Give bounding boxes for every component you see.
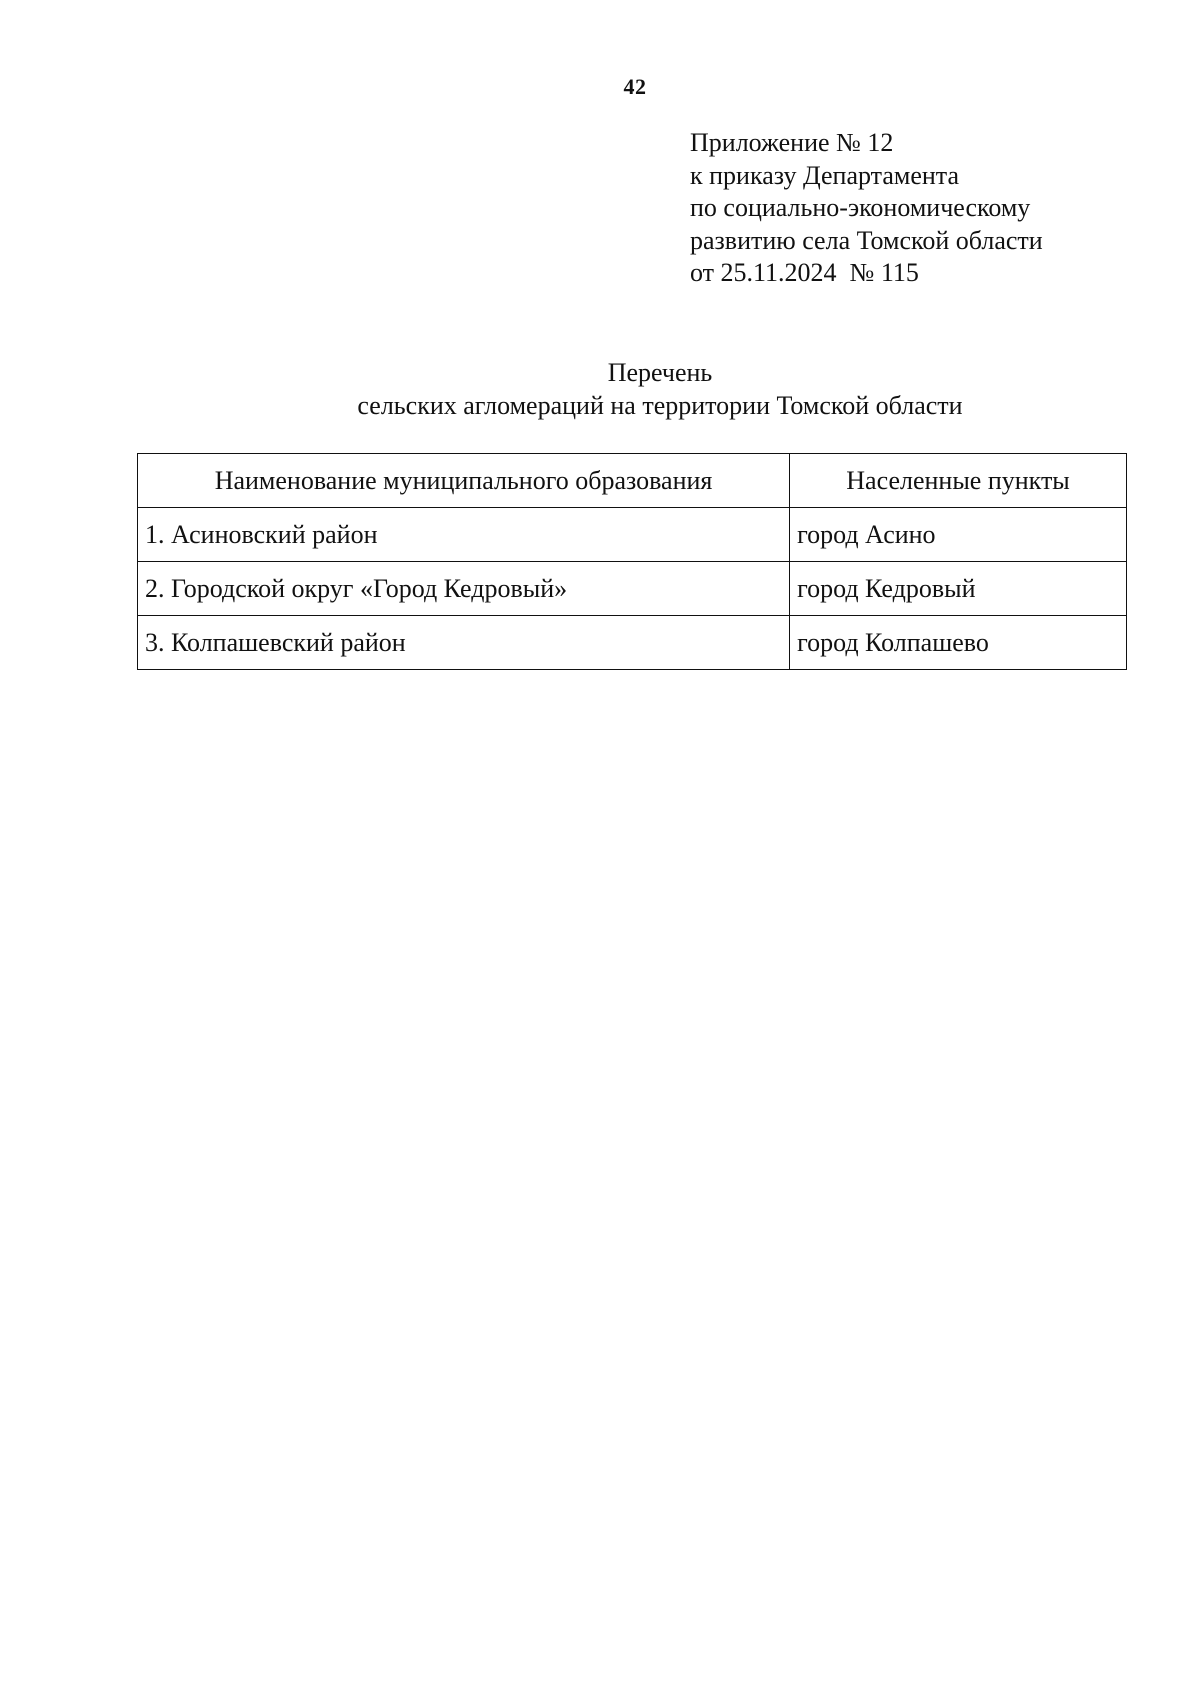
- cell-settlements: город Кедровый: [790, 562, 1127, 616]
- heading-title: Перечень: [607, 358, 713, 387]
- appendix-reference: [690, 127, 1043, 290]
- table-header-row: [138, 454, 1127, 508]
- table-row: [138, 508, 1127, 562]
- agglomerations-table: [137, 453, 1127, 670]
- heading-subtitle: сельских агломераций на территории Томской области: [357, 390, 963, 420]
- appendix-line: от 25.11.2024 № 115: [690, 258, 919, 287]
- header-settlements: Населенные пункты: [790, 454, 1127, 508]
- appendix-line: развитию села Томской области: [690, 225, 1043, 255]
- cell-municipality: 3. Колпашевский район: [138, 616, 790, 670]
- appendix-line: по социально-экономическому: [690, 193, 1031, 222]
- cell-settlements: город Колпашево: [790, 616, 1127, 670]
- table-row: [138, 562, 1127, 616]
- cell-municipality: 1. Асиновский район: [138, 508, 790, 562]
- list-heading: [0, 357, 1200, 422]
- appendix-line: Приложение № 12: [690, 128, 894, 157]
- appendix-line: к приказу Департамента: [690, 160, 960, 190]
- cell-municipality: 2. Городской округ «Город Кедровый»: [138, 562, 790, 616]
- table-row: [138, 616, 1127, 670]
- cell-settlements: город Асино: [790, 508, 1127, 562]
- header-municipality: Наименование муниципального образования: [138, 454, 790, 508]
- page-number: 42: [623, 74, 647, 99]
